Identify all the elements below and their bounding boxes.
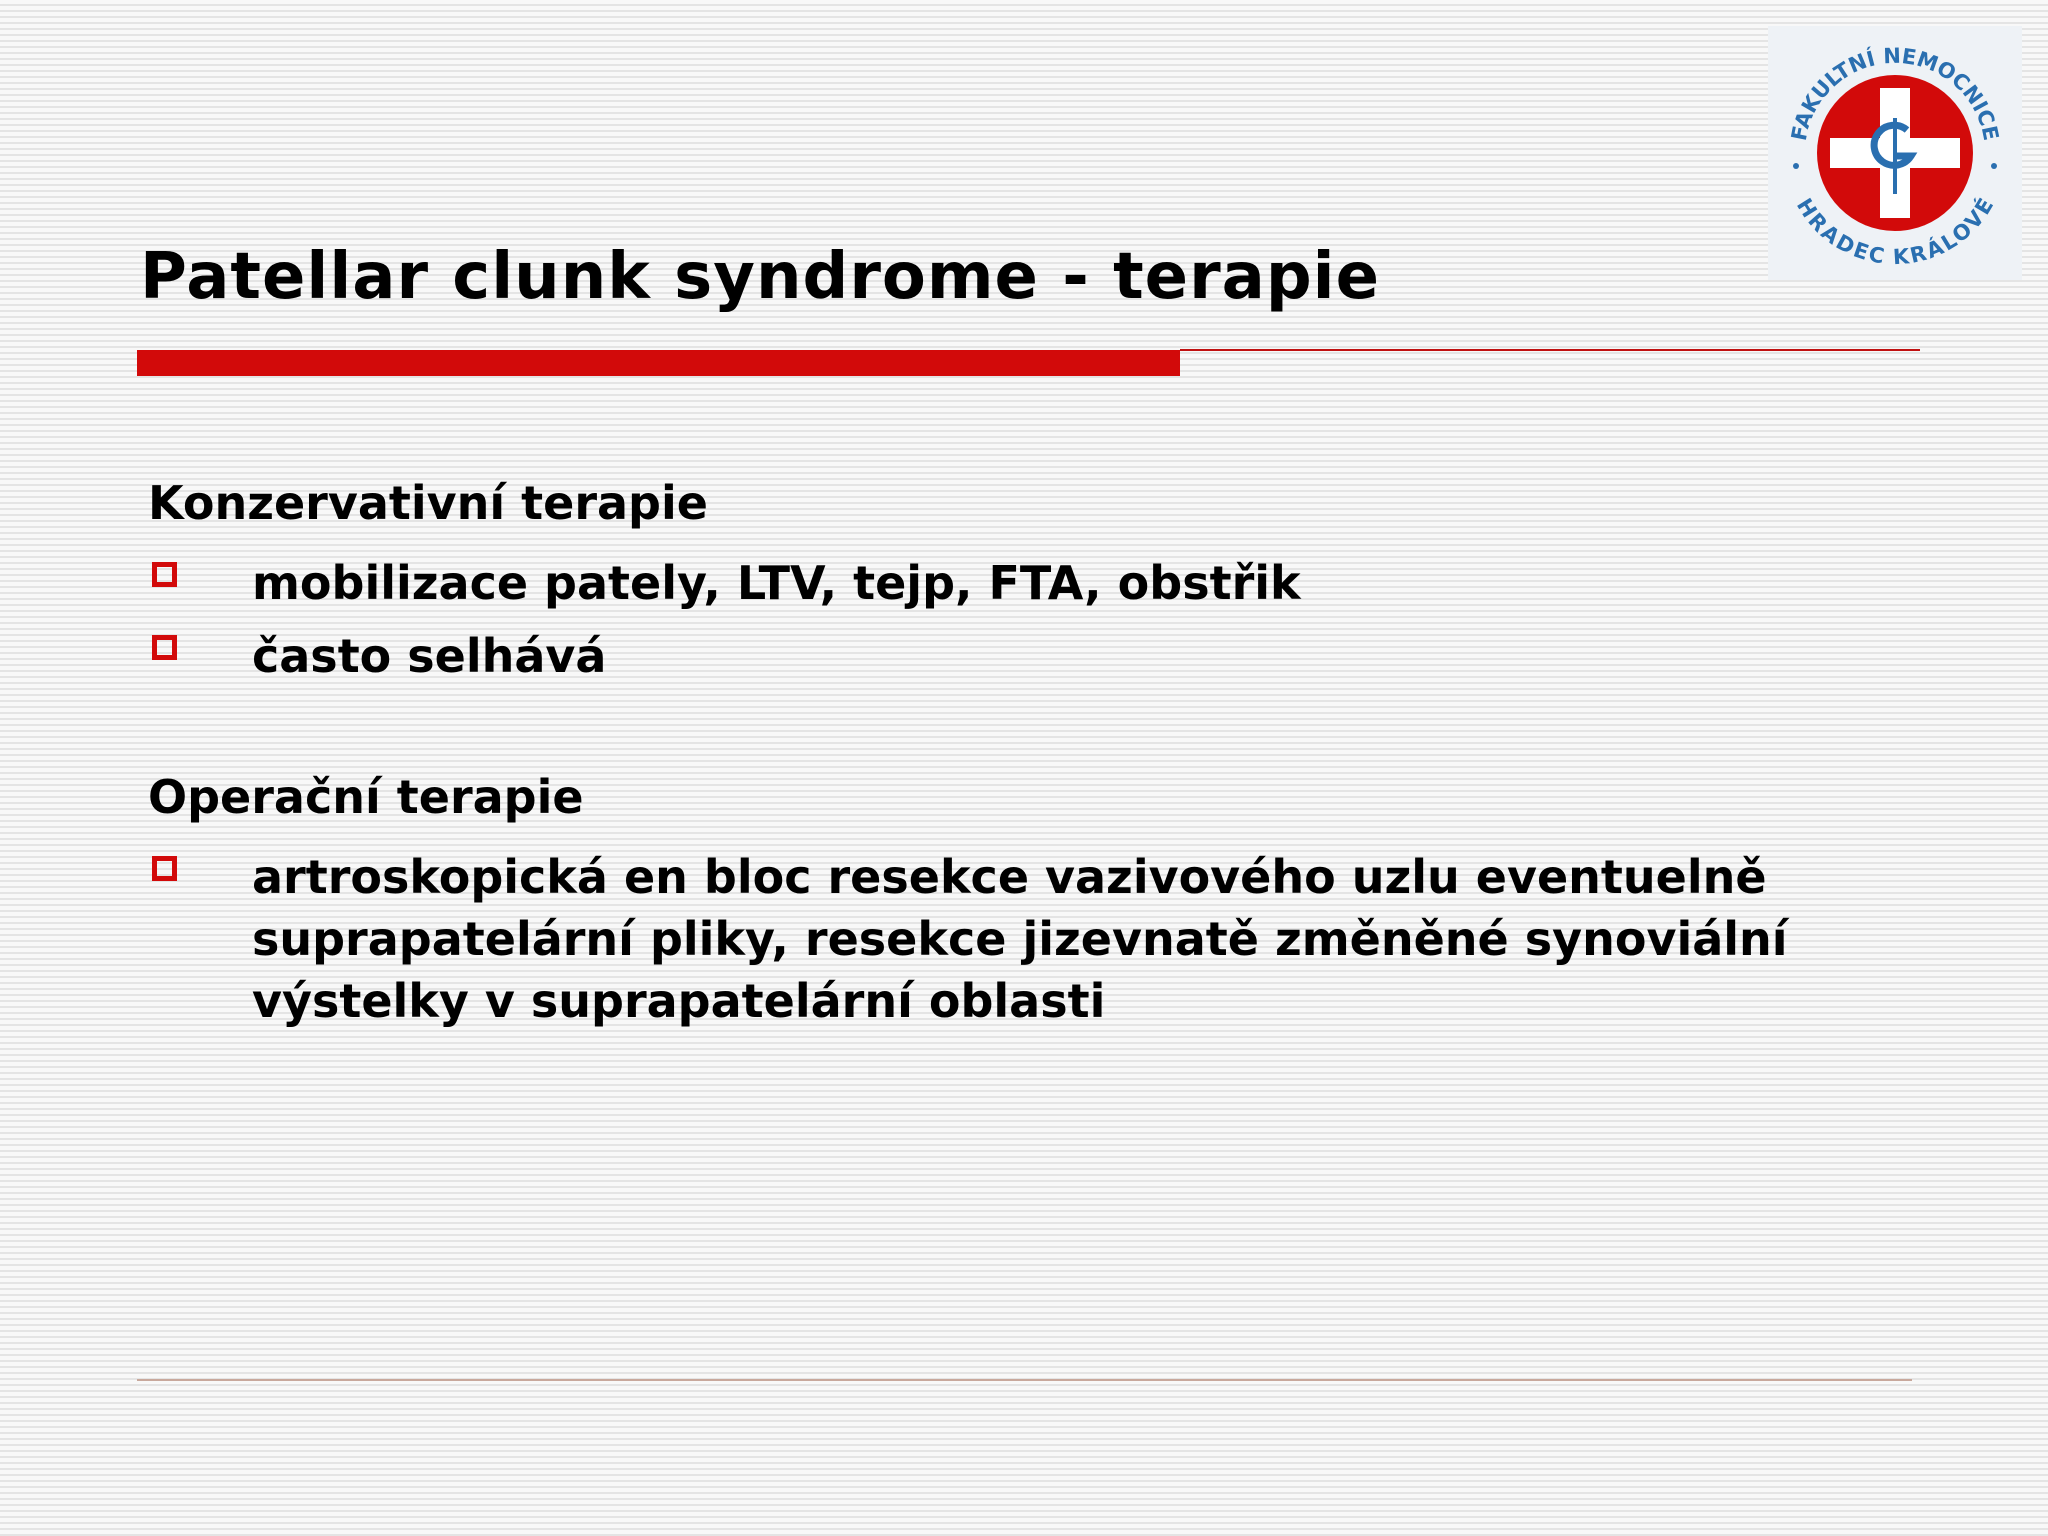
checkbox-square-icon bbox=[152, 562, 177, 587]
checkbox-square-icon bbox=[152, 856, 177, 881]
bullet-text: artroskopická en bloc resekce vazivového uzlu eventuelně suprapatelární pliky, resekce jizevnatě změněné synoviální výstelky v suprapatelární oblasti bbox=[252, 850, 1788, 1028]
section-heading-surgical: Operační terapie bbox=[148, 770, 584, 824]
checkbox-square-icon bbox=[152, 635, 177, 660]
red-cross-caduceus-icon bbox=[1768, 26, 2022, 280]
svg-text:FAKULTNÍ NEMOCNICE: FAKULTNÍ NEMOCNICE bbox=[1786, 43, 2004, 143]
footer-divider bbox=[137, 1379, 1912, 1381]
bullet-text: často selhává bbox=[252, 629, 607, 683]
slide-title: Patellar clunk syndrome - terapie bbox=[140, 240, 1380, 314]
svg-text:HRADEC KRÁLOVÉ: HRADEC KRÁLOVÉ bbox=[1791, 194, 1999, 270]
title-underline-thin bbox=[1180, 349, 1920, 351]
title-underline-thick bbox=[137, 350, 1180, 376]
bullet-text: mobilizace pately, LTV, tejp, FTA, obstřik bbox=[252, 556, 1301, 610]
hospital-logo bbox=[1768, 26, 2022, 280]
section-heading-conservative: Konzervativní terapie bbox=[148, 476, 708, 530]
